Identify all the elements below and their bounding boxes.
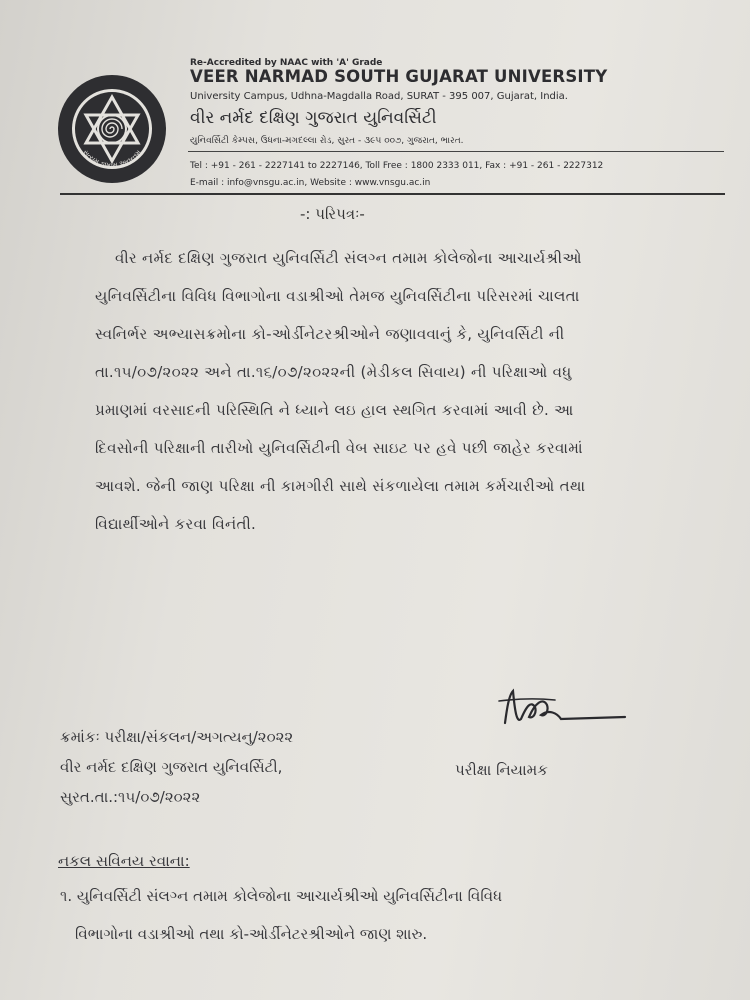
contact-telephone: Tel : +91 - 261 - 2227141 to 2227146, Toll Free : 1800 2333 011, Fax : +91 - 261 - 2227312 [190, 161, 604, 171]
university-address: University Campus, Udhna-Magdalla Road, SURAT - 395 007, Gujarat, India. [190, 91, 568, 102]
body-line: તા.૧૫/૦૭/૨૦૨૨ અને તા.૧૬/૦૭/૨૦૨૨ની (મેડીકલ સિવાય) ની પરિક્ષાઓ વધુ [95, 363, 572, 381]
contact-email-website: E-mail : info@vnsgu.ac.in, Website : www.vnsgu.ac.in [190, 178, 431, 188]
letterhead-bottom-rule [60, 193, 725, 195]
university-name: VEER NARMAD SOUTH GUJARAT UNIVERSITY [190, 67, 608, 86]
handwritten-signature [495, 683, 635, 738]
reference-number: ક્રમાંકઃ પરીક્ષા/સંકલન/અગત્યનુ/૨૦૨૨ [60, 728, 294, 746]
body-line: પ્રમાણમાં વરસાદની પરિસ્થિતિ ને ધ્યાને લઇ હાલ સ્થગિત કરવામાં આવી છે. આ [95, 401, 574, 419]
university-name-gujarati: વીર નર્મદ દક્ષિણ ગુજરાત યુનિવર્સિટી [190, 108, 437, 128]
body-line: દિવસોની પરિક્ષાની તારીખો યુનિવર્સિટીની વેબ સાઇટ પર હવે પછી જાહેર કરવામાં [95, 439, 583, 457]
reference-university: વીર નર્મદ દક્ષિણ ગુજરાત યુનિવર્સિટી, [60, 758, 283, 776]
body-line: યુનિવર્સિટીના વિવિધ વિભાગોના વડાશ્રીઓ તેમજ યુનિવર્સિટીના પરિસરમાં ચાલતા [95, 287, 580, 305]
circular-title: -: પરિપત્રઃ- [300, 205, 365, 223]
accreditation-text: Re-Accredited by NAAC with 'A' Grade [190, 58, 383, 68]
body-line: આવશે. જેની જાણ પરિક્ષા ની કામગીરી સાથે સંકળાયેલા તમામ કર્મચારીઓ તથા [95, 477, 586, 495]
body-line: વિદ્યાર્થીઓને કરવા વિનંતી. [95, 515, 257, 533]
reference-place-date: સુરત.તા.:૧૫/૦૭/૨૦૨૨ [60, 788, 201, 806]
body-line: સ્વનિર્ભર અભ્યાસક્રમોના કો-ઓર્ડીનેટરશ્રીઓને જણાવવાનું કે, યુનિવર્સિટી ની [95, 325, 565, 343]
body-line: વીર નર્મદ દક્ષિણ ગુજરાત યુનિવર્સિટી સંલગ્ન તમામ કોલેજોના આચાર્યશ્રીઓ [115, 249, 582, 267]
copy-item-line: ૧. યુનિવર્સિટી સંલગ્ન તમામ કોલેજોના આચાર્યશ્રીઓ યુનિવર્સિટીના વિવિધ [60, 887, 503, 905]
university-address-gujarati: યુનિવર્સિટી કેમ્પસ, ઉધના-મગદલ્લા રોડ, સુરત - ૩૯૫ ૦૦૭, ગુજરાત, ભારત. [190, 136, 464, 146]
svg-text:સત્યમ જ્ઞાનમ અનન્તમ: સત્યમ જ્ઞાનમ અનન્તમ [81, 148, 143, 170]
copy-to-heading: નકલ સવિનય રવાના: [58, 852, 190, 870]
header-divider [188, 151, 724, 152]
university-seal-logo [56, 73, 168, 185]
signatory-title: પરીક્ષા નિયામક [455, 761, 548, 779]
copy-item-line: વિભાગોના વડાશ્રીઓ તથા કો-ઓર્ડીનેટરશ્રીઓને જાણ શારુ. [75, 925, 428, 943]
